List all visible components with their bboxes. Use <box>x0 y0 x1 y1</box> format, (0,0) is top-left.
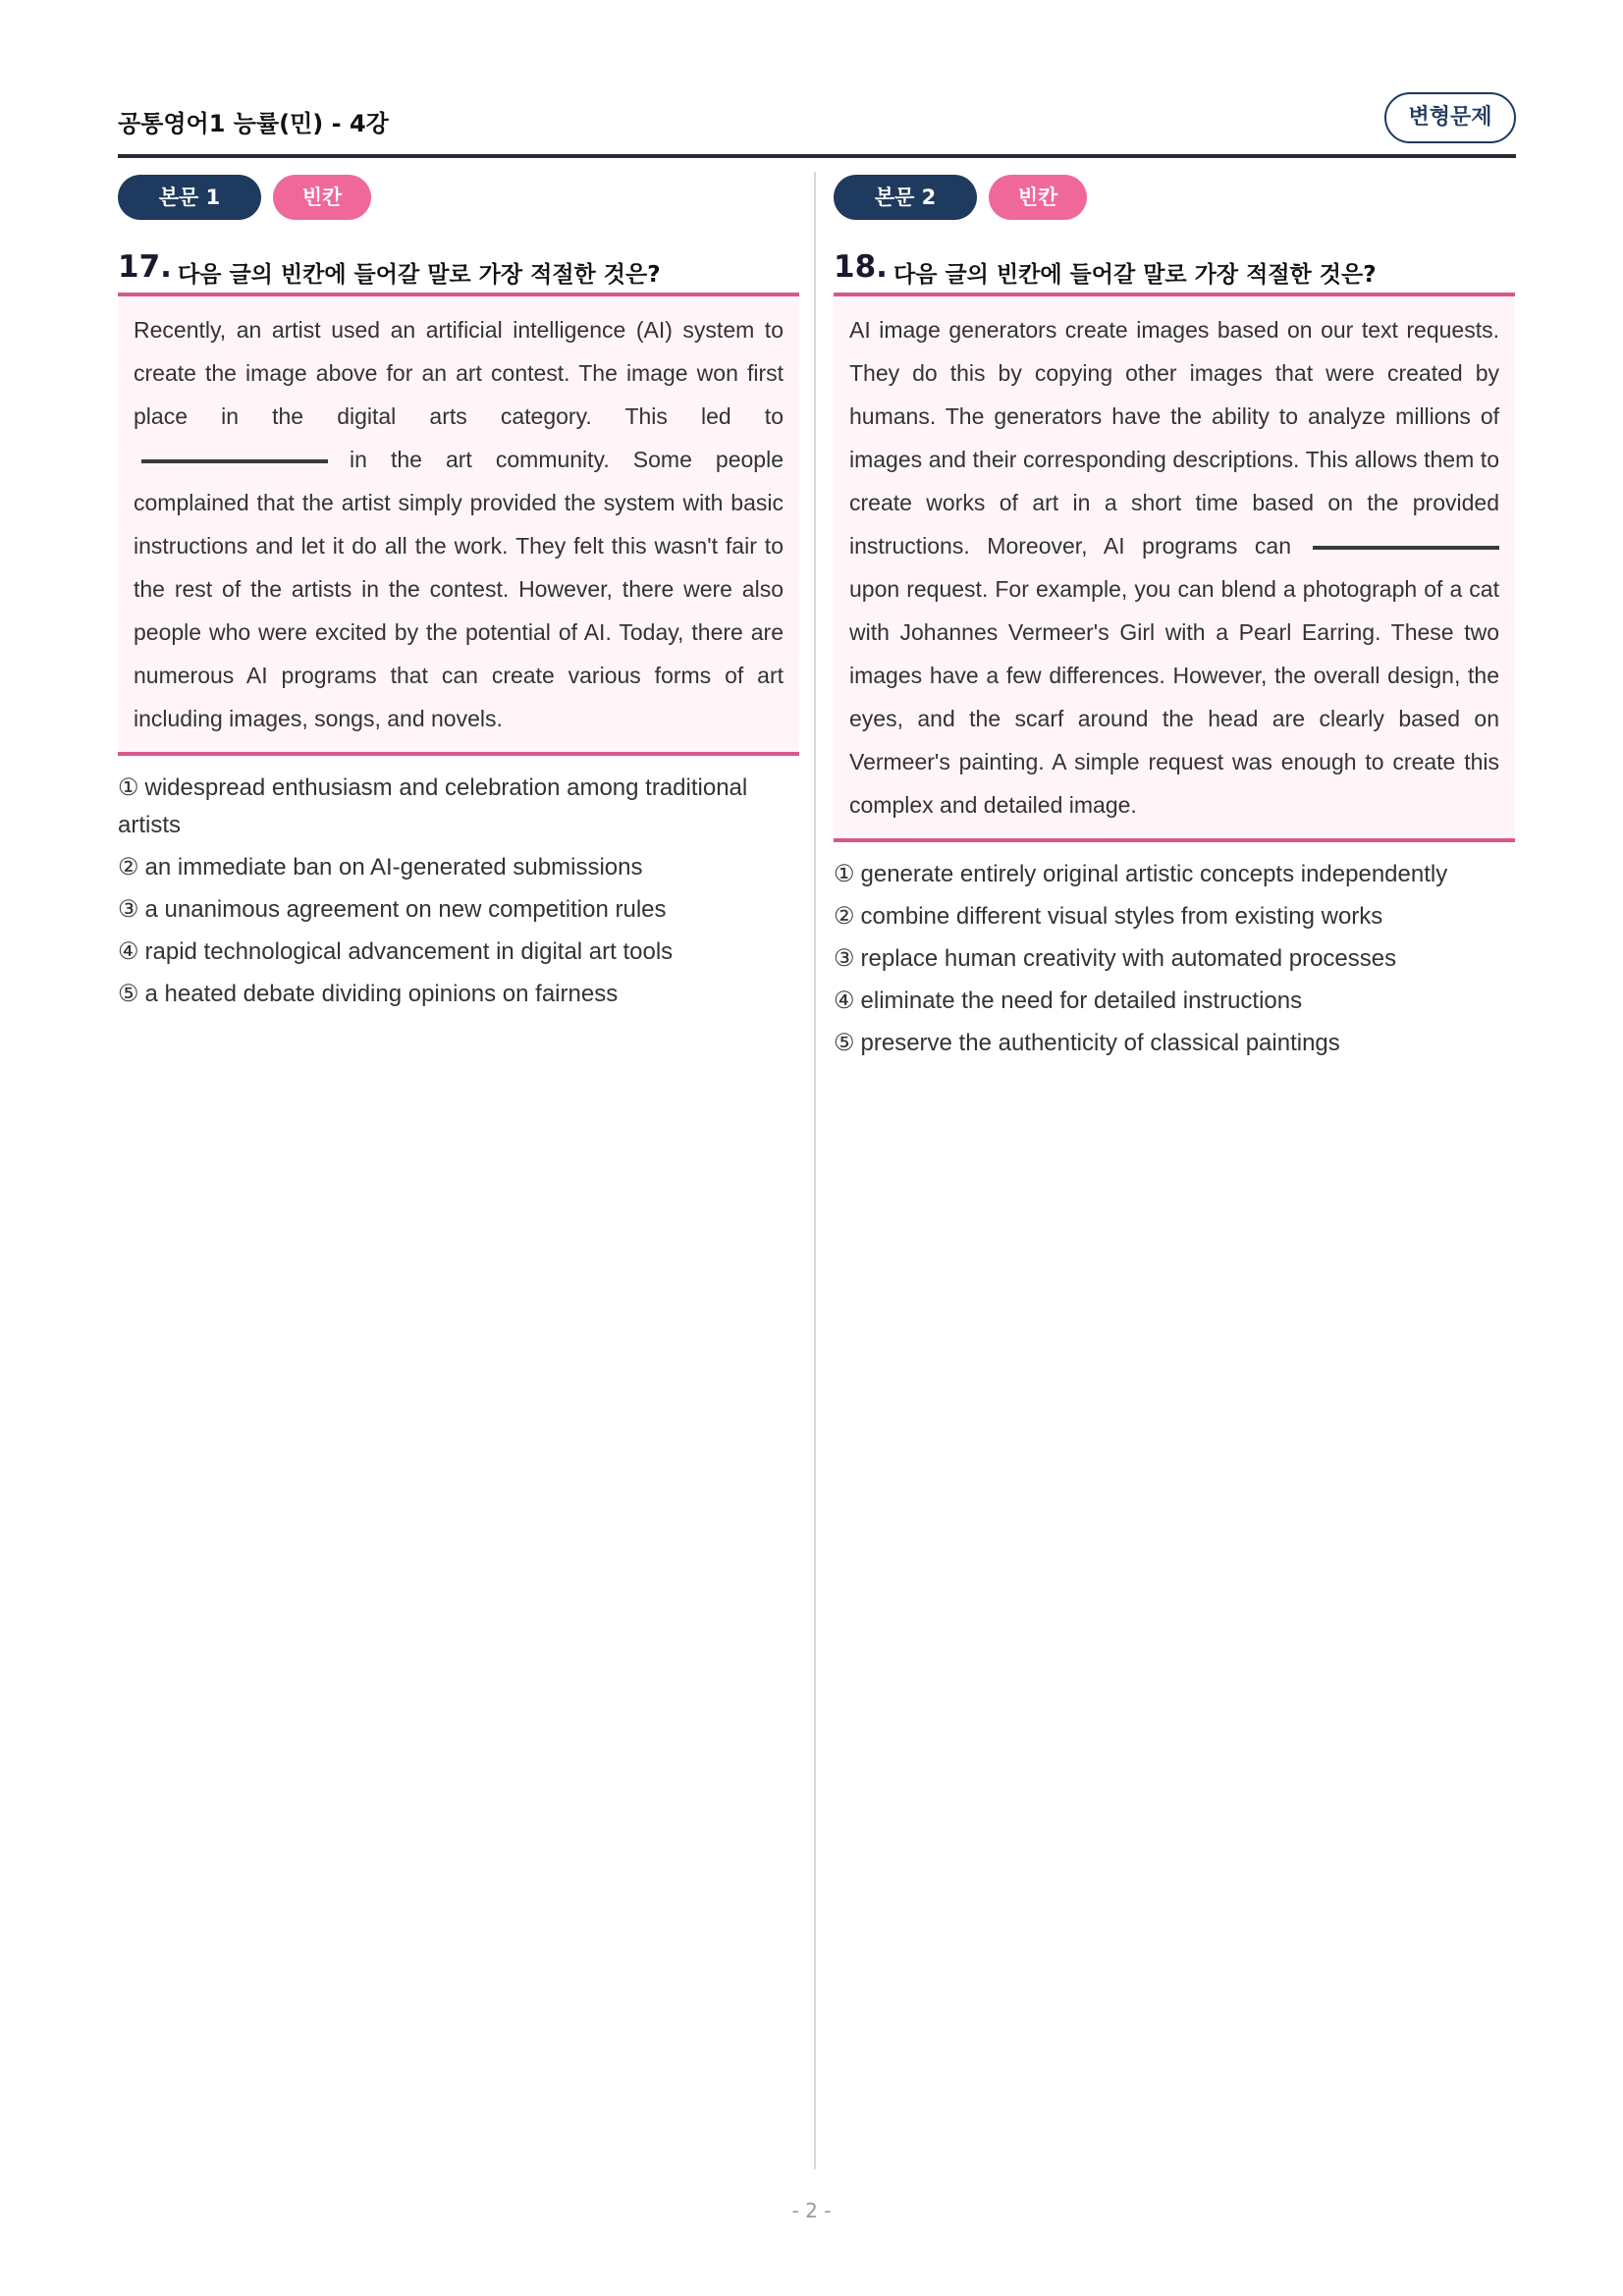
question-prompt: 다음 글의 빈칸에 들어갈 말로 가장 적절한 것은? <box>893 262 1377 288</box>
option-text: combine different visual styles from existing works <box>860 903 1383 930</box>
answer-blank <box>1313 546 1499 550</box>
option-marker: ② <box>834 903 855 930</box>
option-marker: ⑤ <box>118 981 139 1007</box>
problem-type-badge: 변형문제 <box>1384 92 1516 143</box>
answer-option[interactable] <box>118 934 799 971</box>
option-text: replace human creativity with automated processes <box>860 945 1397 972</box>
answer-option[interactable] <box>834 940 1515 978</box>
answer-option[interactable] <box>834 1025 1515 1062</box>
question-type-tag: 빈칸 <box>989 175 1087 220</box>
answer-option[interactable] <box>834 983 1515 1020</box>
header-divider <box>118 154 1516 158</box>
option-text: preserve the authenticity of classical paintings <box>860 1030 1340 1056</box>
answer-option[interactable] <box>118 849 799 886</box>
passage-text <box>134 308 784 740</box>
answer-option[interactable] <box>118 891 799 929</box>
option-text: generate entirely original artistic concepts independently <box>860 861 1448 887</box>
passage-text-after-blank: in the art community. Some people complained that the artist simply provided the system with basic instructions and let it do all the work. They felt this wasn't fair to the rest of the artists in the contest. However, there were also people who were excited by the potential of AI. Today, there are numerous AI programs that can create various forms of art including images, songs, and novels. <box>134 447 784 731</box>
option-text: eliminate the need for detailed instructions <box>860 988 1303 1014</box>
answer-option[interactable] <box>118 770 799 844</box>
passage-text <box>849 308 1499 827</box>
answer-options <box>118 770 799 1013</box>
passage-tag: 본문 2 <box>834 175 977 220</box>
passage-text-after-blank: upon request. For example, you can blend a photograph of a cat with Johannes Vermeer's Girl with a Pearl Earring. These two images have a few differences. However, the overall design, the eyes, and the scarf around the head are clearly based on Vermeer's painting. A simple request was enough to create this complex and detailed image. <box>849 576 1499 818</box>
page-number: - 2 - <box>791 2199 832 2222</box>
option-marker: ③ <box>834 945 855 972</box>
document-title: 공통영어1 능률(민) - 4강 <box>118 110 389 137</box>
passage-tag: 본문 1 <box>118 175 261 220</box>
option-text: rapid technological advancement in digital art tools <box>144 938 674 965</box>
option-marker: ① <box>834 861 855 887</box>
question-number: 17. <box>118 249 172 285</box>
option-marker: ④ <box>118 938 139 965</box>
question-heading <box>834 249 1515 293</box>
page-header <box>118 90 1516 159</box>
option-text: a heated debate dividing opinions on fairness <box>144 981 619 1007</box>
question-17-column <box>118 173 799 1018</box>
answer-option[interactable] <box>118 976 799 1013</box>
option-text: a unanimous agreement on new competition rules <box>144 896 667 923</box>
answer-option[interactable] <box>834 856 1515 893</box>
passage-text-before-blank: Recently, an artist used an artificial intelligence (AI) system to create the image above for an art contest. The image won first place in the digital arts category. This led to <box>134 317 784 429</box>
question-18-column <box>834 173 1515 1067</box>
question-type-tag: 빈칸 <box>273 175 371 220</box>
option-marker: ④ <box>834 988 855 1014</box>
option-marker: ③ <box>118 896 139 923</box>
option-marker: ① <box>118 774 139 801</box>
question-heading <box>118 249 799 293</box>
option-text: an immediate ban on AI-generated submissions <box>144 854 643 881</box>
tag-row <box>118 173 799 222</box>
option-marker: ② <box>118 854 139 881</box>
passage-text-before-blank: AI image generators create images based on our text requests. They do this by copying other images that were created by humans. The generators have the ability to analyze millions of images and their corresponding descriptions. This allows them to create works of art in a short time based on the provided instructions. Moreover, AI programs can <box>849 317 1499 559</box>
passage-box <box>834 293 1515 842</box>
option-text: widespread enthusiasm and celebration among traditional artists <box>118 774 748 838</box>
tag-row <box>834 173 1515 222</box>
option-marker: ⑤ <box>834 1030 855 1056</box>
question-number: 18. <box>834 249 888 285</box>
passage-box <box>118 293 799 756</box>
answer-options <box>834 856 1515 1062</box>
column-divider <box>814 172 816 2169</box>
answer-blank <box>141 459 328 463</box>
question-prompt: 다음 글의 빈칸에 들어갈 말로 가장 적절한 것은? <box>178 262 661 288</box>
answer-option[interactable] <box>834 898 1515 935</box>
